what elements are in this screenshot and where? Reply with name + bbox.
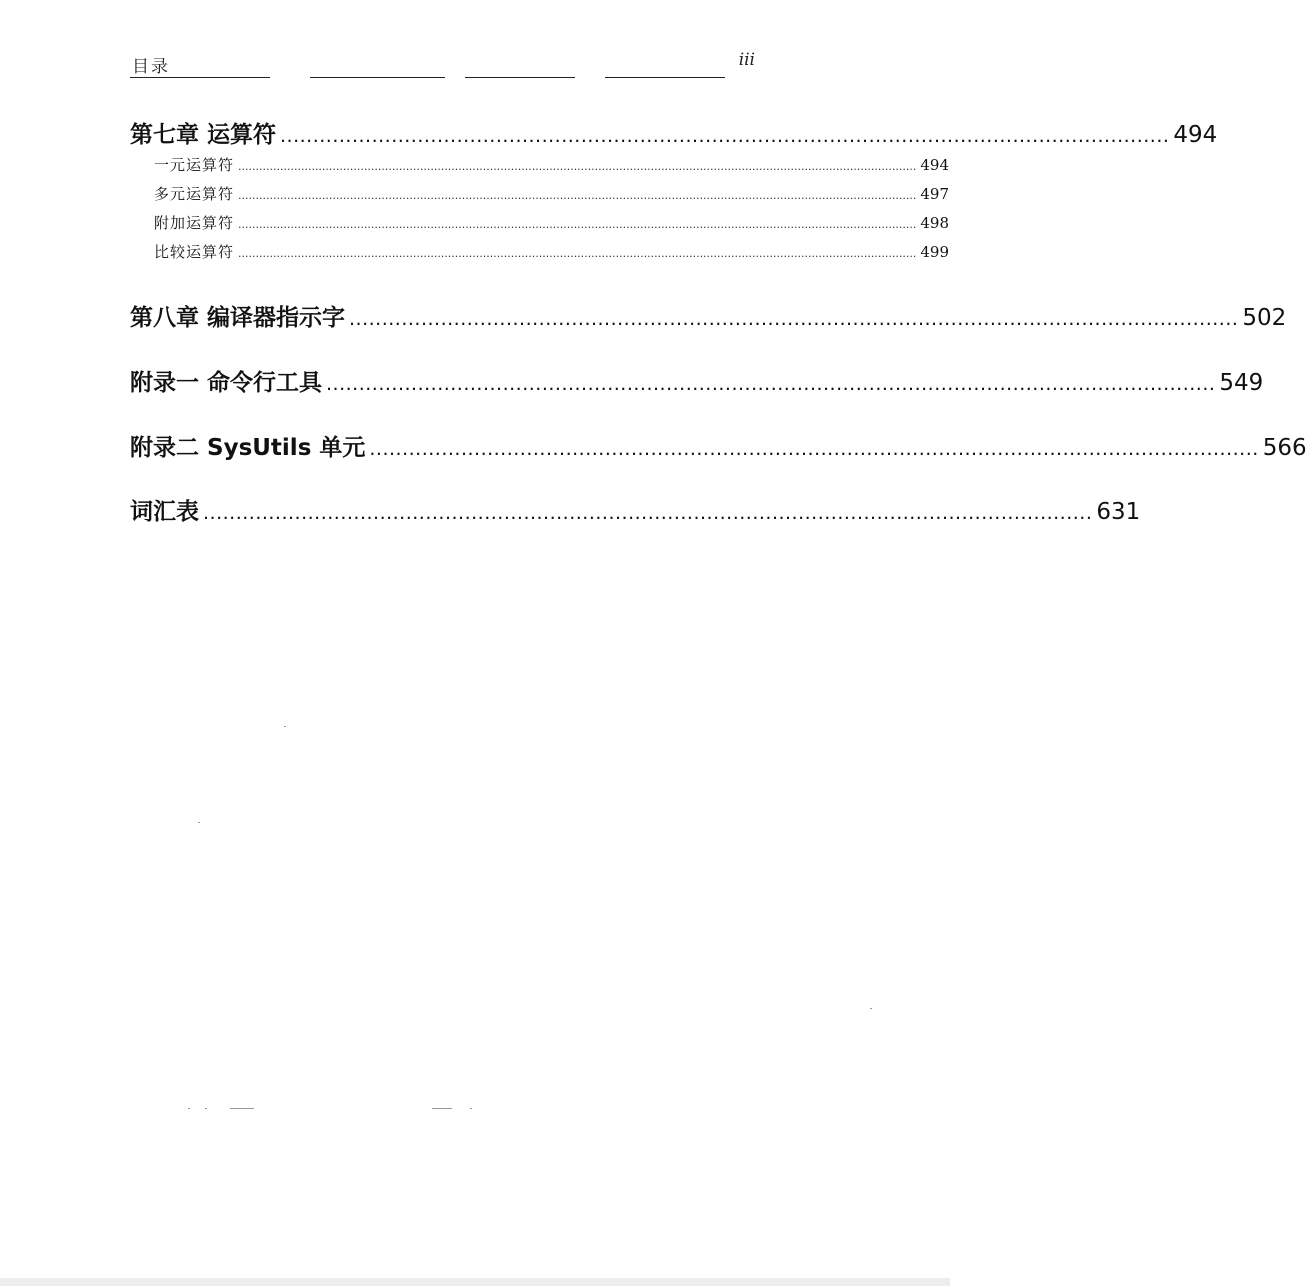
toc-entry-title: 第七章 运算符 xyxy=(130,122,277,148)
running-header xyxy=(130,50,755,82)
toc-entry-additional-operators[interactable] xyxy=(154,212,949,233)
toc-entry-page: 631 xyxy=(1096,499,1141,525)
scan-speck xyxy=(230,1108,254,1109)
toc-entry-title: 附录一 命令行工具 xyxy=(130,370,323,396)
toc-entry-title: 附录二 SysUtils 单元 xyxy=(130,435,366,461)
scan-bottom-edge xyxy=(0,1278,950,1286)
header-rule xyxy=(310,77,445,78)
toc-entry-page: 549 xyxy=(1219,370,1264,396)
dot-leader: .................................................................................................................................................................................................. xyxy=(238,160,917,173)
dot-leader: .................................................................................................................................................................................................. xyxy=(238,218,917,231)
header-rule xyxy=(465,77,575,78)
scan-speck xyxy=(870,1008,872,1009)
toc-entry-unary-operators[interactable] xyxy=(154,154,949,175)
dot-leader: ........................................................................................................................................ xyxy=(203,502,1093,524)
header-page-number: iii xyxy=(738,50,755,70)
toc-entry-chapter-8[interactable] xyxy=(130,299,1287,332)
dot-leader: ........................................................................................................................................ xyxy=(280,125,1170,147)
scan-speck xyxy=(470,1108,472,1109)
toc-entry-appendix-1[interactable] xyxy=(130,364,1264,397)
header-rule xyxy=(605,77,725,78)
toc-entry-page: 499 xyxy=(920,243,949,261)
toc-entry-page: 494 xyxy=(920,156,949,174)
toc-entry-page: 498 xyxy=(920,214,949,232)
toc-entry-title: 多元运算符 xyxy=(154,185,235,203)
dot-leader: .................................................................................................................................................................................................. xyxy=(238,189,917,202)
toc-entry-comparison-operators[interactable] xyxy=(154,241,949,262)
toc-entry-glossary[interactable] xyxy=(130,493,1141,526)
toc-entry-page: 502 xyxy=(1242,305,1287,331)
header-rule xyxy=(130,77,270,78)
scan-speck xyxy=(284,726,286,727)
dot-leader: ........................................................................................................................................ xyxy=(326,373,1216,395)
toc-entry-title: 附加运算符 xyxy=(154,214,235,232)
toc-entry-page: 494 xyxy=(1173,122,1218,148)
toc-entry-title: 词汇表 xyxy=(130,499,199,525)
toc-entry-binary-operators[interactable] xyxy=(154,183,949,204)
toc-entry-title: 第八章 编译器指示字 xyxy=(130,305,346,331)
scan-speck xyxy=(432,1108,452,1109)
toc-entry-title: 一元运算符 xyxy=(154,156,235,174)
toc-entry-title: 比较运算符 xyxy=(154,243,235,261)
header-section-title: 目录 xyxy=(132,57,170,77)
toc-entry-chapter-7[interactable] xyxy=(130,116,1218,149)
scan-speck xyxy=(188,1108,190,1109)
scan-speck xyxy=(205,1108,207,1109)
toc-entry-page: 497 xyxy=(920,185,949,203)
dot-leader: .................................................................................................................................................................................................. xyxy=(238,247,917,260)
scan-speck xyxy=(198,822,200,823)
dot-leader: ........................................................................................................................................ xyxy=(369,438,1259,460)
toc-entry-page: 566 xyxy=(1262,435,1307,461)
toc-entry-appendix-2[interactable] xyxy=(130,429,1307,462)
dot-leader: ........................................................................................................................................ xyxy=(349,308,1239,330)
